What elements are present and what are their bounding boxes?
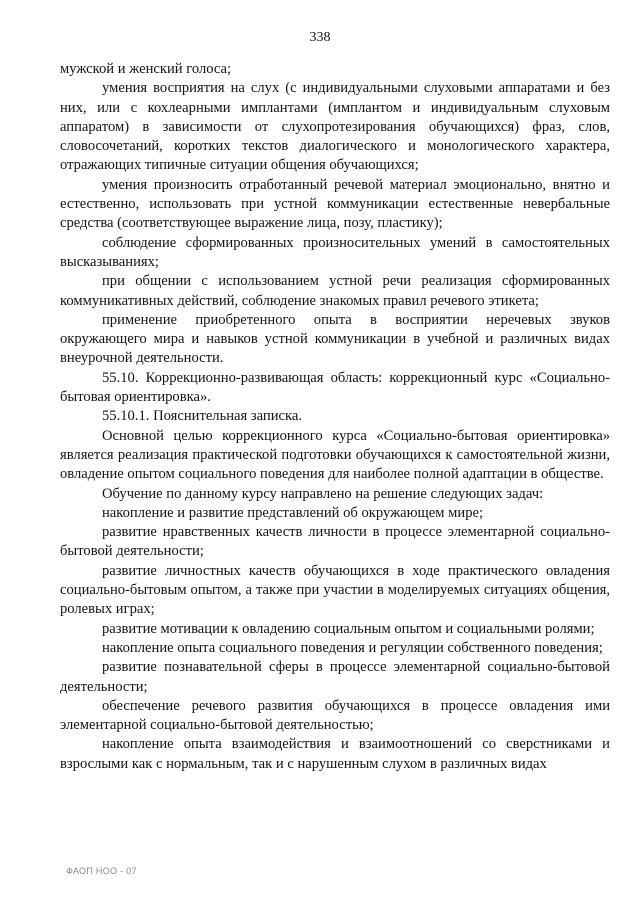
body-paragraph: Обучение по данному курсу направлено на решение следующих задач: (102, 485, 544, 502)
body-paragraph: накопление опыта взаимодействия и взаимоотношений со сверстниками и взрослыми как с нормальным, так и с нарушенным слухом в различных видах (60, 736, 610, 772)
body-paragraph: при общении с использованием устной речи реализация сформированных коммуникативных действий, соблюдение знакомых правил речевого этикета; (60, 273, 610, 309)
body-paragraph: умения произносить отработанный речевой материал эмоционально, внятно и естественно, использовать при устной коммуникации естественные невербальные средства (соответствующее выражение лица, позу, пластику); (60, 176, 610, 232)
body-paragraph: развитие познавательной сферы в процессе элементарной социально-бытовой деятельности; (60, 659, 610, 695)
body-paragraph: развитие личностных качеств обучающихся в ходе практического овладения социально-бытовым опытом, а также при участии в моделируемых ситуациях общения, ролевых играх; (60, 562, 610, 618)
body-paragraph: развитие мотивации к овладению социальным опытом и социальными ролями; (102, 620, 595, 637)
body-paragraph: Основной целью коррекционного курса «Социально-бытовая ориентировка» является реализация практической подготовки обучающихся к самостоятельной жизни, овладение опытом социального поведения для наиболее полной адаптации в обществе. (60, 427, 610, 483)
body-paragraph: мужской и женский голоса; (60, 61, 232, 77)
document-body (60, 60, 610, 774)
body-paragraph: применение приобретенного опыта в восприятии неречевых звуков окружающего мира и навыков устной коммуникации в учебной и различных видах внеурочной деятельности. (60, 311, 610, 367)
page-number: 338 (309, 30, 331, 45)
body-paragraph: соблюдение сформированных произносительных умений в самостоятельных высказываниях; (60, 234, 610, 270)
body-paragraph: умения восприятия на слух (с индивидуальными слуховыми аппаратами и без них, или с кохлеарными имплантами (имплантом и индивидуальным слуховым аппаратом) в зависимости от слухопротезирования обучающихся) фраз, слов, словосочетаний, коротких текстов диалогического и монологического характера, отражающих типичные ситуации общения обучающихся; (60, 80, 610, 174)
body-paragraph: развитие нравственных качеств личности в процессе элементарной социально-бытовой деятельности; (60, 524, 610, 560)
body-paragraph: обеспечение речевого развития обучающихся в процессе овладения ими элементарной социально-бытовой деятельностью; (60, 697, 610, 734)
body-paragraph: 55.10. Коррекционно-развивающая область: коррекционный курс «Социально-бытовая ориентировка». (60, 369, 610, 406)
body-paragraph: накопление и развитие представлений об окружающем мире; (102, 504, 484, 521)
body-paragraph: 55.10.1. Пояснительная записка. (102, 408, 303, 425)
footer-document-code: ФАОП НОО - 07 (66, 866, 137, 876)
body-paragraph: накопление опыта социального поведения и регуляции собственного поведения; (102, 639, 603, 656)
